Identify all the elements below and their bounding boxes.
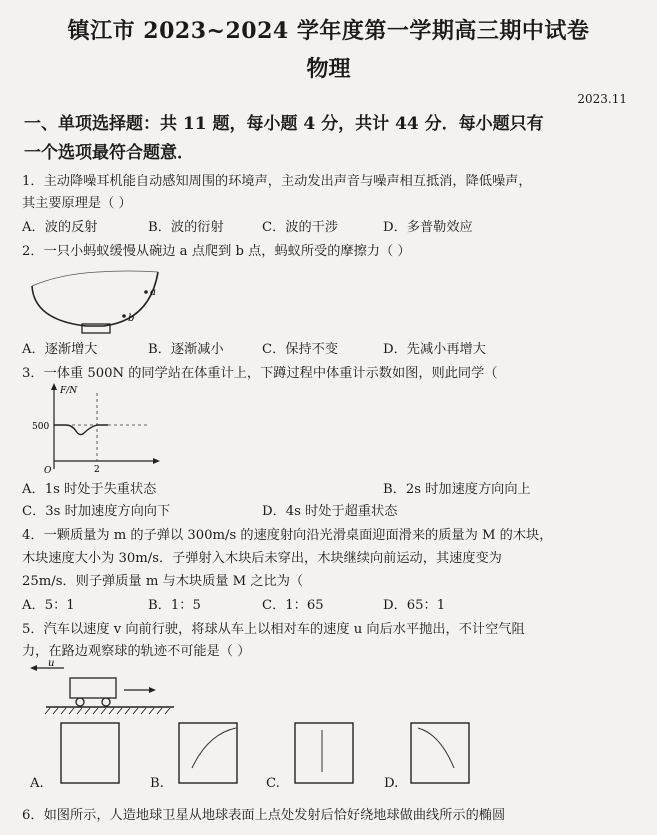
graph-origin: O — [44, 466, 52, 476]
q5-option-d: D. — [384, 776, 399, 791]
q2-stem-line1: 2．一只小蚂蚁缓慢从碗边 a 点爬到 b 点，蚂蚁所受的摩擦力（ ） — [22, 244, 411, 259]
q4-option-c: C．1：65 — [262, 598, 324, 613]
point-b-label: b — [128, 313, 135, 324]
car-figure — [26, 660, 176, 716]
graph-y-tick: 500 — [32, 422, 50, 432]
q2-option-a: A．逐渐增大 — [22, 342, 98, 357]
bowl-figure — [30, 262, 180, 334]
section-heading-line2: 一个选项最符合题意． — [24, 143, 194, 163]
section-heading-line1: 一、单项选择题：共 11 题，每小题 4 分，共计 44 分．每小题只有 — [24, 114, 544, 134]
point-a-label: a — [150, 287, 156, 298]
q4-option-b: B．1：5 — [148, 598, 201, 613]
q4-stem-line2: 木块速度大小为 30m/s．子弹射入木块后未穿出，木块继续向前运动，其速度变为 — [22, 551, 502, 566]
trajectory-option-d — [410, 722, 470, 784]
q3-option-b: B．2s 时加速度方向向上 — [383, 482, 531, 497]
q1-option-d: D．多普勒效应 — [383, 220, 473, 235]
q1-option-c: C．波的干涉 — [262, 220, 339, 235]
exam-subject: 物理 — [306, 56, 351, 82]
q1-stem-line1: 1．主动降噪耳机能自动感知周围的环境声，主动发出声音与噪声相互抵消，降低噪声， — [22, 174, 532, 189]
q1-option-b: B．波的衍射 — [148, 220, 224, 235]
exam-date: 2023.11 — [577, 92, 627, 106]
exam-title: 镇江市 2023~2024 学年度第一学期高三期中试卷 — [67, 18, 590, 44]
q5-stem-line2: 力，在路边观察球的轨迹不可能是（ ） — [22, 644, 251, 659]
q5-option-b: B. — [150, 776, 164, 791]
trajectory-option-a — [60, 722, 120, 784]
velocity-u-label: u — [48, 658, 55, 669]
q4-stem-line1: 4．一颗质量为 m 的子弹以 300m/s 的速度射向沿光滑桌面迎面滑来的质量为 M 的木块， — [22, 528, 553, 543]
q2-option-c: C．保持不变 — [262, 342, 339, 357]
q1-option-a: A．波的反射 — [22, 220, 98, 235]
q4-option-a: A．5：1 — [22, 598, 75, 613]
q3-option-a: A．1s 时处于失重状态 — [22, 482, 157, 497]
graph-y-label: F/N — [60, 386, 78, 396]
q3-stem-line1: 3．一体重 500N 的同学站在体重计上，下蹲过程中体重计示数如图，则此同学（ — [22, 366, 498, 381]
trajectory-option-c — [294, 722, 354, 784]
q2-option-b: B．逐渐减小 — [148, 342, 224, 357]
q5-stem-line1: 5．汽车以速度 v 向前行驶，将球从车上以相对车的速度 u 向后水平抛出，不计空气阻 — [22, 622, 525, 637]
scale-reading-graph — [30, 383, 160, 475]
q2-option-d: D．先减小再增大 — [383, 342, 486, 357]
graph-x-tick: 2 — [94, 465, 100, 475]
q5-option-c: C. — [266, 776, 280, 791]
q6-stem-line1: 6．如图所示，人造地球卫星从地球表面上点处发射后恰好绕地球做曲线所示的椭圆 — [22, 808, 506, 823]
q1-stem-line2: 其主要原理是（ ） — [22, 196, 132, 211]
q3-option-c: C．3s 时加速度方向向下 — [22, 504, 171, 519]
q4-option-d: D．65：1 — [383, 598, 446, 613]
q5-option-a: A. — [30, 776, 44, 791]
q4-stem-line3: 25m/s．则子弹质量 m 与木块质量 M 之比为（ — [22, 574, 304, 589]
q3-option-d: D．4s 时处于超重状态 — [262, 504, 398, 519]
trajectory-option-b — [178, 722, 238, 784]
